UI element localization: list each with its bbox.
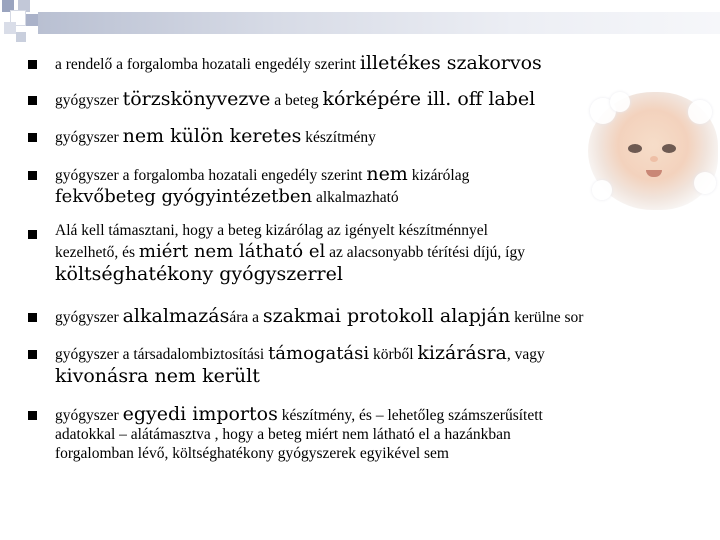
text-fragment: a rendelő a forgalomba hozatali engedély szerint: [55, 56, 360, 73]
list-item-text: [55, 403, 684, 464]
list-item-text: [55, 163, 684, 208]
text-fragment: készítmény: [301, 129, 376, 146]
bullet-square-icon: [28, 96, 37, 105]
bullet-square-icon: [28, 350, 37, 359]
header-gradient-band: [38, 12, 720, 34]
text-fragment: a beteg: [270, 92, 323, 109]
text-fragment: gyógyszer a társadalombiztosítási: [55, 346, 269, 363]
text-fragment: egyedi importos: [122, 403, 278, 425]
text-fragment: , vagy: [506, 346, 545, 363]
text-fragment: miért nem látható el: [138, 240, 326, 262]
list-item-text: [55, 88, 684, 111]
text-fragment: költséghatékony gyógyszerrel: [55, 262, 343, 285]
text-fragment: nem: [366, 163, 408, 185]
text-fragment: támogatási: [268, 343, 370, 364]
text-fragment: adatokkal – alátámasztva , hogy a beteg miért nem látható el a hazánkban: [55, 425, 511, 443]
list-item-text: [55, 52, 684, 75]
text-fragment: az alacsonyabb térítési díjú, így: [325, 243, 525, 261]
text-fragment: gyógyszer: [55, 309, 123, 326]
text-fragment: kizárólag: [407, 167, 470, 184]
text-fragment: fekvőbeteg gyógyintézetben: [55, 185, 313, 207]
deco-square: [16, 32, 26, 42]
text-fragment: illetékes szakorvos: [359, 52, 542, 74]
text-fragment: gyógyszer: [55, 129, 123, 146]
text-fragment: körből: [369, 346, 418, 363]
text-fragment: készítmény, és – lehetőleg számszerűsített: [277, 407, 543, 424]
list-item-text: [55, 222, 684, 286]
text-fragment: forgalomban lévő, költséghatékony gyógyszerek egyikével sem: [55, 444, 449, 462]
bullet-square-icon: [28, 411, 37, 420]
text-fragment: gyógyszer: [55, 407, 123, 424]
text-fragment: kerülne sor: [510, 309, 584, 326]
text-fragment: ára a: [229, 309, 263, 326]
bullet-square-icon: [28, 171, 37, 180]
text-fragment: alkalmazás: [122, 305, 230, 327]
bullet-square-icon: [28, 313, 37, 322]
deco-square: [26, 14, 38, 26]
text-fragment: kivonásra nem került: [55, 364, 260, 387]
deco-square: [4, 22, 16, 34]
text-fragment: kórképére ill. off label: [322, 88, 536, 110]
text-fragment: szakmai protokoll alapján: [262, 305, 511, 327]
list-item-text: [55, 342, 684, 388]
list-item-text: [55, 125, 684, 148]
text-fragment: gyógyszer a forgalomba hozatali engedély szerint: [55, 167, 367, 184]
text-fragment: kizárásra: [417, 342, 507, 364]
header-decoration: [0, 0, 720, 50]
text-fragment: gyógyszer: [55, 92, 123, 109]
list-item-text: [55, 305, 684, 328]
text-fragment: Alá kell támasztani, hogy a beteg kizárólag az igényelt készítménnyel: [55, 222, 488, 239]
text-fragment: kezelhető, és: [55, 243, 139, 261]
text-fragment: nem külön keretes: [122, 125, 302, 147]
bullet-square-icon: [28, 60, 37, 69]
text-fragment: törzskönyvezve: [122, 88, 271, 110]
text-fragment: alkalmazható: [312, 188, 399, 206]
bullet-square-icon: [28, 230, 37, 239]
bullet-square-icon: [28, 133, 37, 142]
